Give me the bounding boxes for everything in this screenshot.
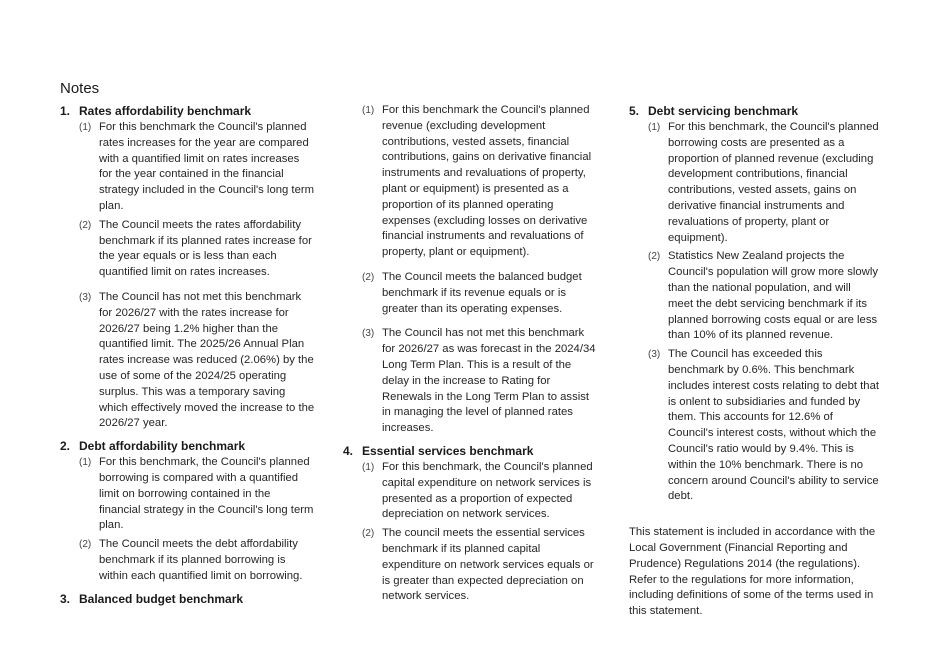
section-title: Debt affordability benchmark xyxy=(79,439,246,454)
page-title: Notes xyxy=(60,80,100,97)
list-item xyxy=(343,270,599,317)
list-item xyxy=(343,103,599,261)
section-number: 4. xyxy=(343,443,354,458)
notes-column-1 xyxy=(60,103,315,608)
item-number: (1) xyxy=(648,122,661,133)
item-number: (3) xyxy=(79,291,92,303)
list-item xyxy=(629,120,879,246)
item-text: The Council meets the balanced budget benchmark if its revenue equals or is greater than its operating expenses. xyxy=(382,270,582,315)
section-heading xyxy=(60,438,315,454)
section-number: 1. xyxy=(60,104,71,118)
item-number: (2) xyxy=(648,251,661,263)
item-number: (2) xyxy=(362,271,375,283)
section-title: Balanced budget benchmark xyxy=(79,591,244,606)
list-item xyxy=(343,460,599,523)
item-number: (1) xyxy=(362,105,375,116)
section-debt-affordability xyxy=(60,438,315,584)
item-text: For this benchmark, the Council's planned borrowing is compared with a quantified limit on borrowing contained in the financial strategy in the Council's long term plan. xyxy=(99,456,314,532)
section-heading xyxy=(343,443,599,459)
item-number: (2) xyxy=(362,528,375,540)
section-heading xyxy=(60,591,315,607)
list-item xyxy=(629,249,879,344)
section-title: Debt servicing benchmark xyxy=(648,104,799,118)
item-number: (1) xyxy=(362,461,375,473)
list-item xyxy=(60,218,315,281)
item-number: (3) xyxy=(362,328,375,340)
item-text: The Council has not met this benchmark for 2026/27 as was forecast in the 2024/34 Long Term Plan. This is a result of the delay in the increase to Rating for Renewals in the Long Term Plan to assist in managing the level of planned rates increases. xyxy=(382,327,596,435)
item-text: For this benchmark, the Council's planned capital expenditure on network services is presented as a proportion of expected depreciation on network services. xyxy=(382,460,593,521)
item-number: (1) xyxy=(79,457,92,469)
item-text: For this benchmark the Council's planned rates increases for the year are compared with a quantified limit on rates increases for the year contained in the financial strategy included in the Council's long term plan. xyxy=(99,121,315,212)
section-essential-services xyxy=(343,443,599,605)
item-number: (3) xyxy=(648,349,661,361)
section-title: Essential services benchmark xyxy=(362,443,534,458)
section-rates-affordability xyxy=(60,103,315,432)
list-item xyxy=(60,537,315,584)
item-text: For this benchmark the Council's planned revenue (excluding development contributions, vested assets, financial contributions, gains on derivative financial instruments and revaluations of property, plant or equipment) is presented as a proportion of its planned operating expenses (excluding losses on derivative financial instruments and revaluations of property, plant or equipment). xyxy=(382,104,592,259)
section-number: 2. xyxy=(60,439,71,454)
notes-column-3 xyxy=(629,103,879,620)
section-title: Rates affordability benchmark xyxy=(79,104,252,118)
item-number: (2) xyxy=(79,539,92,551)
list-item xyxy=(629,347,879,505)
item-number: (2) xyxy=(79,219,92,231)
item-text: The Council meets the debt affordability benchmark if its planned borrowing is within each quantified limit on borrowing. xyxy=(99,538,303,582)
section-debt-servicing xyxy=(629,103,879,505)
list-item xyxy=(60,120,315,215)
item-text: The Council meets the rates affordability benchmark if its planned rates increase for the year equals or is less than each quantified limit on rates increases. xyxy=(99,218,312,279)
item-text: The Council has exceeded this benchmark by 0.6%. This benchmark includes interest costs relating to debt that is onlent to subsidiaries and funded by them. This accounts for 12.6% of Council's interest costs, without which the Council's ratio would by 9.4%. This is within the 10% benchmark. There is no concern around Council's ability to service debt. xyxy=(668,348,879,503)
section-balanced-budget-continued xyxy=(343,103,599,437)
item-text: Statistics New Zealand projects the Council's population will grow more slowly than the national population, and will meet the debt servicing benchmark if its planned borrowing costs equal or are less than 10% of its planned revenue. xyxy=(668,250,878,342)
item-text: The council meets the essential services benchmark if its planned capital expenditure on network services equals or is greater than expected depreciation on network services. xyxy=(382,527,594,603)
item-text: For this benchmark, the Council's planned borrowing costs are presented as a proportion of planned revenue (excluding development contributions, financial contributions, vested assets, gains on derivative financial instruments and revaluations of property, plant or equipment). xyxy=(668,121,879,244)
list-item xyxy=(343,326,599,437)
section-number: 3. xyxy=(60,591,71,606)
closing-note: This statement is included in accordance with the Local Government (Financial Reporting and Prudence) Regulations 2014 (the regulations). Refer to the regulations for more information, including definitions of some of the terms used in this statement. xyxy=(629,526,876,618)
list-item xyxy=(60,455,315,534)
notes-column-2 xyxy=(343,103,599,608)
item-text: The Council has not met this benchmark for 2026/27 with the rates increase for 2026/27 being 1.2% higher than the quantified limit. The 2025/26 Annual Plan rates increase was reduced (2.06%) by the use of some of the 2024/25 operating surplus. This was a temporary saving which effectively moved the increase to the 2026/27 year. xyxy=(99,290,315,430)
item-number: (1) xyxy=(79,122,92,133)
section-heading xyxy=(629,103,879,119)
section-heading xyxy=(60,103,315,119)
section-number: 5. xyxy=(629,104,640,118)
list-item xyxy=(60,290,315,432)
section-balanced-budget xyxy=(60,591,315,607)
list-item xyxy=(343,526,599,605)
